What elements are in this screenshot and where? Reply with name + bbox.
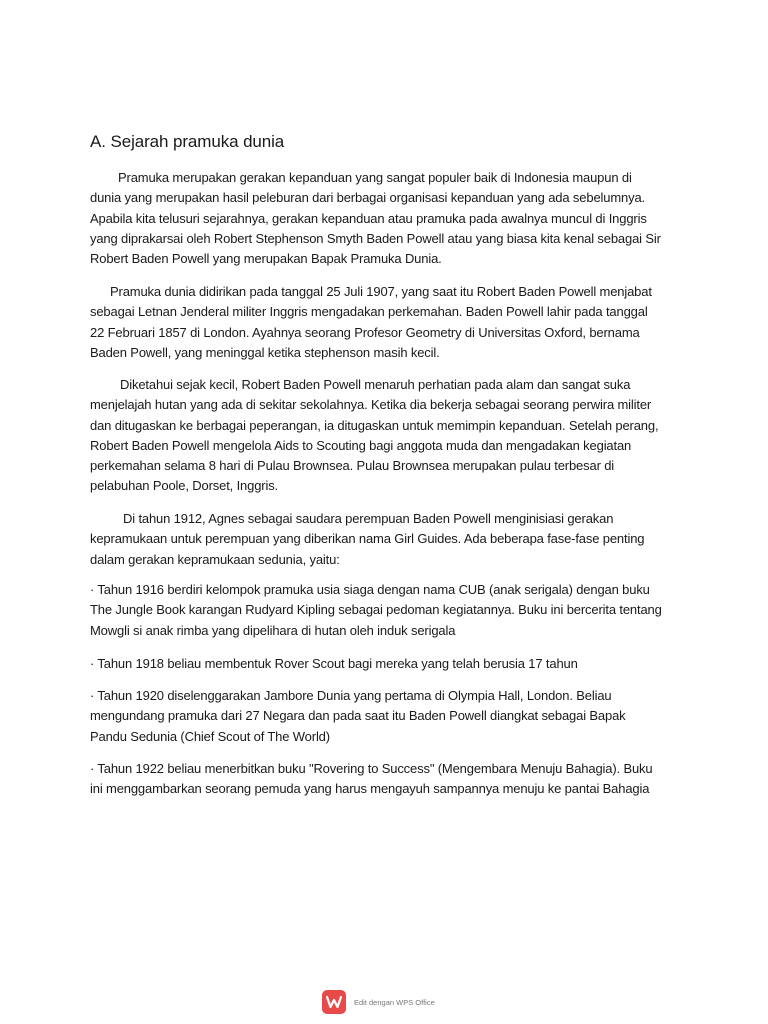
paragraph-childhood: Diketahui sejak kecil, Robert Baden Powell menaruh perhatian pada alam dan sangat suka menjelajah hutan yang ada di sekitar sekolahnya. Ketika dia bekerja sebagai seorang perwira militer dan ditugaskan ke berbagai peperangan, ia ditugaskan untuk memimpin kepanduan. Setelah perang, Robert Baden Powell mengelola Aids to Scouting bagi anggota muda dan mengadakan kegiatan perkemahan selama 8 hari di Pulau Brownsea. Pulau Brownsea merupakan pulau terbesar di pelabuhan Poole, Dorset, Inggris. [90,377,659,494]
list-item-1918: · Tahun 1918 beliau membentuk Rover Scout bagi mereka yang telah berusia 17 tahun [90,656,578,671]
list-item-1920: · Tahun 1920 diselenggarakan Jambore Dunia yang pertama di Olympia Hall, London. Beliau mengundang pramuka dari 27 Negara dan pada saat itu Baden Powell diangkat sebagai Bapak Pandu Sedunia (Chief Scout of The World) [90,688,626,744]
wps-office-logo-icon [322,990,346,1014]
paragraph-intro: Pramuka merupakan gerakan kepanduan yang sangat populer baik di Indonesia maupun di dunia yang merupakan hasil peleburan dari berbagai organisasi kepanduan yang ada sebelumnya. Apabila kita telusuri sejarahnya, gerakan kepanduan atau pramuka pada awalnya muncul di Inggris yang diprakarsai oleh Robert Stephenson Smyth Baden Powell atau yang biasa kita kenal sebagai Sir Robert Baden Powell yang merupakan Bapak Pramuka Dunia. [90,170,661,267]
list-item-1916: · Tahun 1916 berdiri kelompok pramuka usia siaga dengan nama CUB (anak serigala) dengan buku The Jungle Book karangan Rudyard Kipling sebagai pedoman kegiatannya. Buku ini bercerita tentang Mowgli si anak rimba yang dipelihara di hutan oleh induk serigala [90,582,662,638]
section-heading: A. Sejarah pramuka dunia [90,132,285,151]
list-item-1922: · Tahun 1922 beliau menerbitkan buku "Rovering to Success" (Mengembara Menuju Bahagia). Buku ini menggambarkan seorang pemuda yang harus mengayuh sampannya menuju ke pantai Bahagia [90,761,653,797]
paragraph-girl-guides: Di tahun 1912, Agnes sebagai saudara perempuan Baden Powell menginisiasi gerakan kepramukaan untuk perempuan yang diberikan nama Girl Guides. Ada beberapa fase-fase penting dalam gerakan kepramukaan sedunia, yaitu: [90,511,645,567]
paragraph-founding: Pramuka dunia didirikan pada tanggal 25 Juli 1907, yang saat itu Robert Baden Powell menjabat sebagai Letnan Jenderal militer Inggris mengadakan perkemahan. Baden Powell lahir pada tanggal 22 Februari 1857 di London. Ayahnya seorang Profesor Geometry di Universitas Oxford, bernama Baden Powell, yang meninggal ketika stephenson masih kecil. [90,284,652,360]
wps-footer[interactable] [322,990,435,1014]
wps-footer-text: Edit dengan WPS Office [354,997,435,1007]
